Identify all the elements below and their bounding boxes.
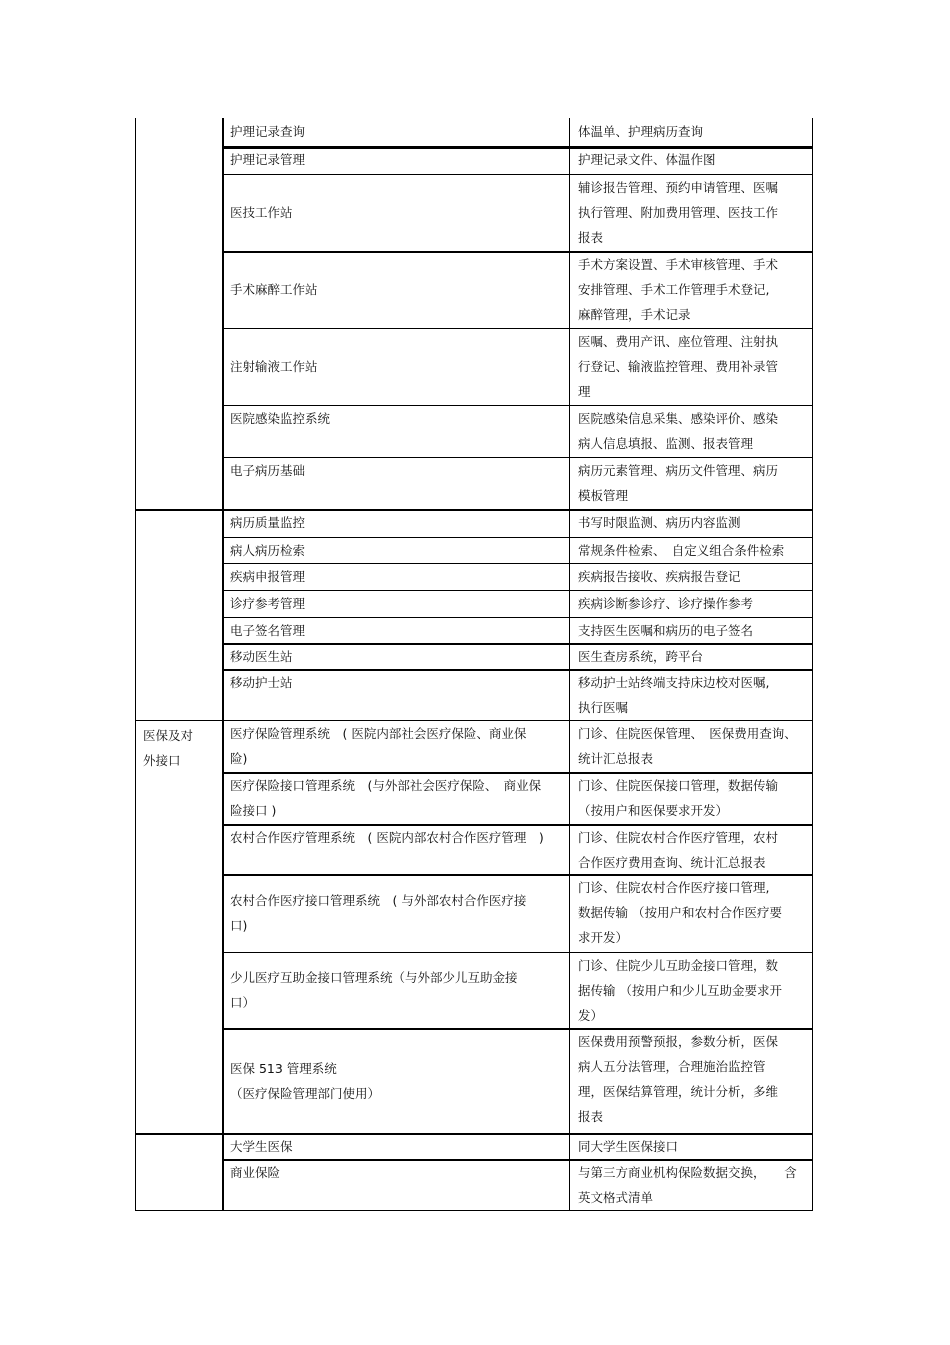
module-cell: 农村合作医疗接口管理系统 ( 与外部农村合作医疗接 口) [230, 893, 527, 933]
features-cell: 医院感染信息采集、感染评价、感染 病人信息填报、监测、报表管理 [578, 411, 779, 451]
features-cell: 疾病报告接收、疾病报告登记 [578, 569, 741, 584]
module-cell: 移动医生站 [230, 649, 293, 664]
module-cell: 商业保险 [230, 1165, 281, 1180]
column-rule-category [222, 118, 224, 1210]
module-cell: 医院感染监控系统 [230, 411, 331, 426]
features-cell: 门诊、住院医保管理、 医保费用查询、 统计汇总报表 [578, 726, 797, 766]
module-cell: 护理记录查询 [230, 124, 306, 139]
features-cell: 护理记录文件、体温作图 [578, 152, 716, 167]
module-cell: 疾病申报管理 [230, 569, 306, 584]
features-cell: 常规条件检索、 自定义组合条件检索 [578, 543, 785, 558]
features-cell: 移动护士站终端支持床边校对医嘱, 执行医嘱 [578, 675, 770, 715]
column-rule-right [812, 118, 813, 1210]
features-cell: 疾病诊断参诊疗、诊疗操作参考 [578, 596, 754, 611]
module-cell: 电子病历基础 [230, 463, 306, 478]
features-cell: 医保费用预警预报，参数分析，医保 病人五分法管理，合理施治监控管 理，医保结算管理，统计分析，多维 报表 [578, 1034, 779, 1124]
features-cell: 体温单、护理病历查询 [578, 124, 704, 139]
features-cell: 支持医生医嘱和病历的电子签名 [578, 623, 754, 638]
features-cell: 手术方案设置、手术审核管理、手术 安排管理、手术工作管理手术登记, 麻醉管理，手术记录 [578, 257, 779, 322]
features-cell: 门诊、住院少儿互助金接口管理，数 据传输 （按用户和少儿互助金要求开 发） [578, 958, 782, 1023]
module-cell: 诊疗参考管理 [230, 596, 306, 611]
module-cell: 医疗保险接口管理系统 (与外部社会医疗保险、 商业保 险接口 ) [230, 778, 542, 818]
module-cell: 移动护士站 [230, 675, 293, 690]
features-cell: 医嘱、费用产讯、座位管理、注射执 行登记、输液监控管理、费用补录管 理 [578, 334, 779, 399]
module-cell: 医技工作站 [230, 205, 293, 220]
module-cell: 医疗保险管理系统 ( 医院内部社会医疗保险、商业保 险) [230, 726, 527, 766]
column-rule-left [135, 118, 136, 1210]
module-cell: 电子签名管理 [230, 623, 306, 638]
features-cell: 书写时限监测、病历内容监测 [578, 515, 741, 530]
module-cell: 护理记录管理 [230, 152, 306, 167]
column-rule-module [569, 118, 570, 1210]
features-cell: 病历元素管理、病历文件管理、病历 模板管理 [578, 463, 779, 503]
module-cell: 医保 513 管理系统 （医疗保险管理部门使用） [230, 1061, 381, 1101]
features-cell: 门诊、住院农村合作医疗接口管理, 数据传输 （按用户和农村合作医疗要 求开发） [578, 880, 782, 945]
module-cell: 农村合作医疗管理系统 ( 医院内部农村合作医疗管理 ) [230, 830, 544, 845]
features-cell: 门诊、住院农村合作医疗管理，农村 合作医疗费用查询、统计汇总报表 [578, 830, 779, 870]
module-cell: 手术麻醉工作站 [230, 282, 318, 297]
features-cell: 同大学生医保接口 [578, 1139, 679, 1154]
category-cell: 医保及对 外接口 [143, 728, 194, 768]
table-bottom-rule [135, 1210, 813, 1211]
module-cell: 病人病历检索 [230, 543, 306, 558]
module-cell: 病历质量监控 [230, 515, 306, 530]
module-cell: 少儿医疗互助金接口管理系统（与外部少儿互助金接 口） [230, 970, 518, 1010]
features-cell: 医生查房系统，跨平台 [578, 649, 704, 664]
module-cell: 注射输液工作站 [230, 359, 318, 374]
features-cell: 与第三方商业机构保险数据交换， 含 英文格式清单 [578, 1165, 797, 1205]
module-cell: 大学生医保 [230, 1139, 293, 1154]
features-cell: 门诊、住院医保接口管理，数据传输 （按用户和医保要求开发） [578, 778, 779, 818]
features-cell: 辅诊报告管理、预约申请管理、医嘱 执行管理、附加费用管理、医技工作 报表 [578, 180, 779, 245]
